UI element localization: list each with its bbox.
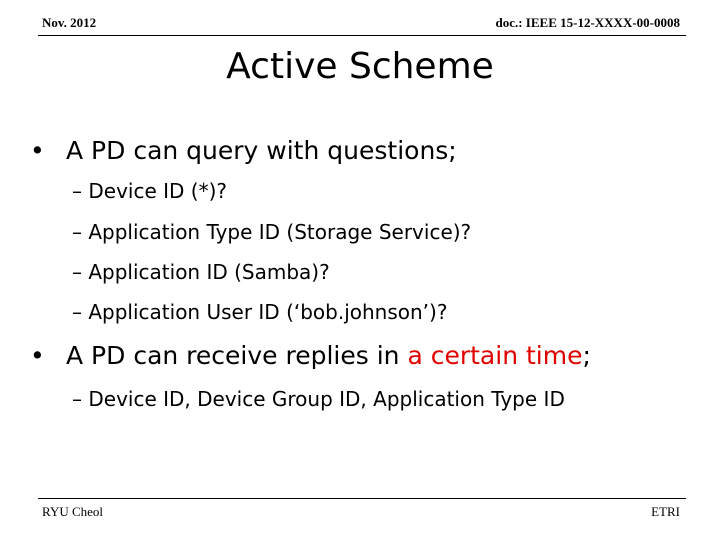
sub-item-application-id: – Application ID (Samba)? bbox=[72, 260, 330, 284]
bullet-replies-text: A PD can receive replies in bbox=[66, 341, 408, 370]
bullet-replies bbox=[30, 340, 591, 372]
footer-author: RYU Cheol bbox=[42, 504, 104, 519]
bullet-replies-end: ; bbox=[582, 341, 591, 370]
slide-title: Active Scheme bbox=[226, 46, 494, 87]
highlight-certain-time: a certain time bbox=[407, 341, 583, 370]
header-doc-id: doc.: IEEE 15-12-XXXX-00-0008 bbox=[495, 15, 680, 30]
bullet-query-text: A PD can query with questions; bbox=[66, 136, 457, 165]
sub-item-reply-ids: – Device ID, Device Group ID, Application Type ID bbox=[72, 387, 565, 411]
header-rule bbox=[38, 35, 686, 36]
sub-item-device-id: – Device ID (*)? bbox=[72, 179, 227, 203]
sub-item-application-type-id: – Application Type ID (Storage Service)? bbox=[72, 220, 472, 244]
bullet-marker: • bbox=[30, 136, 45, 165]
footer-org: ETRI bbox=[651, 504, 680, 519]
sub-item-application-user-id: – Application User ID (‘bob.johnson’)? bbox=[72, 300, 448, 324]
bullet-query bbox=[30, 135, 457, 167]
footer-rule bbox=[38, 498, 686, 499]
bullet-marker: • bbox=[30, 341, 45, 370]
header-date: Nov. 2012 bbox=[42, 15, 97, 30]
